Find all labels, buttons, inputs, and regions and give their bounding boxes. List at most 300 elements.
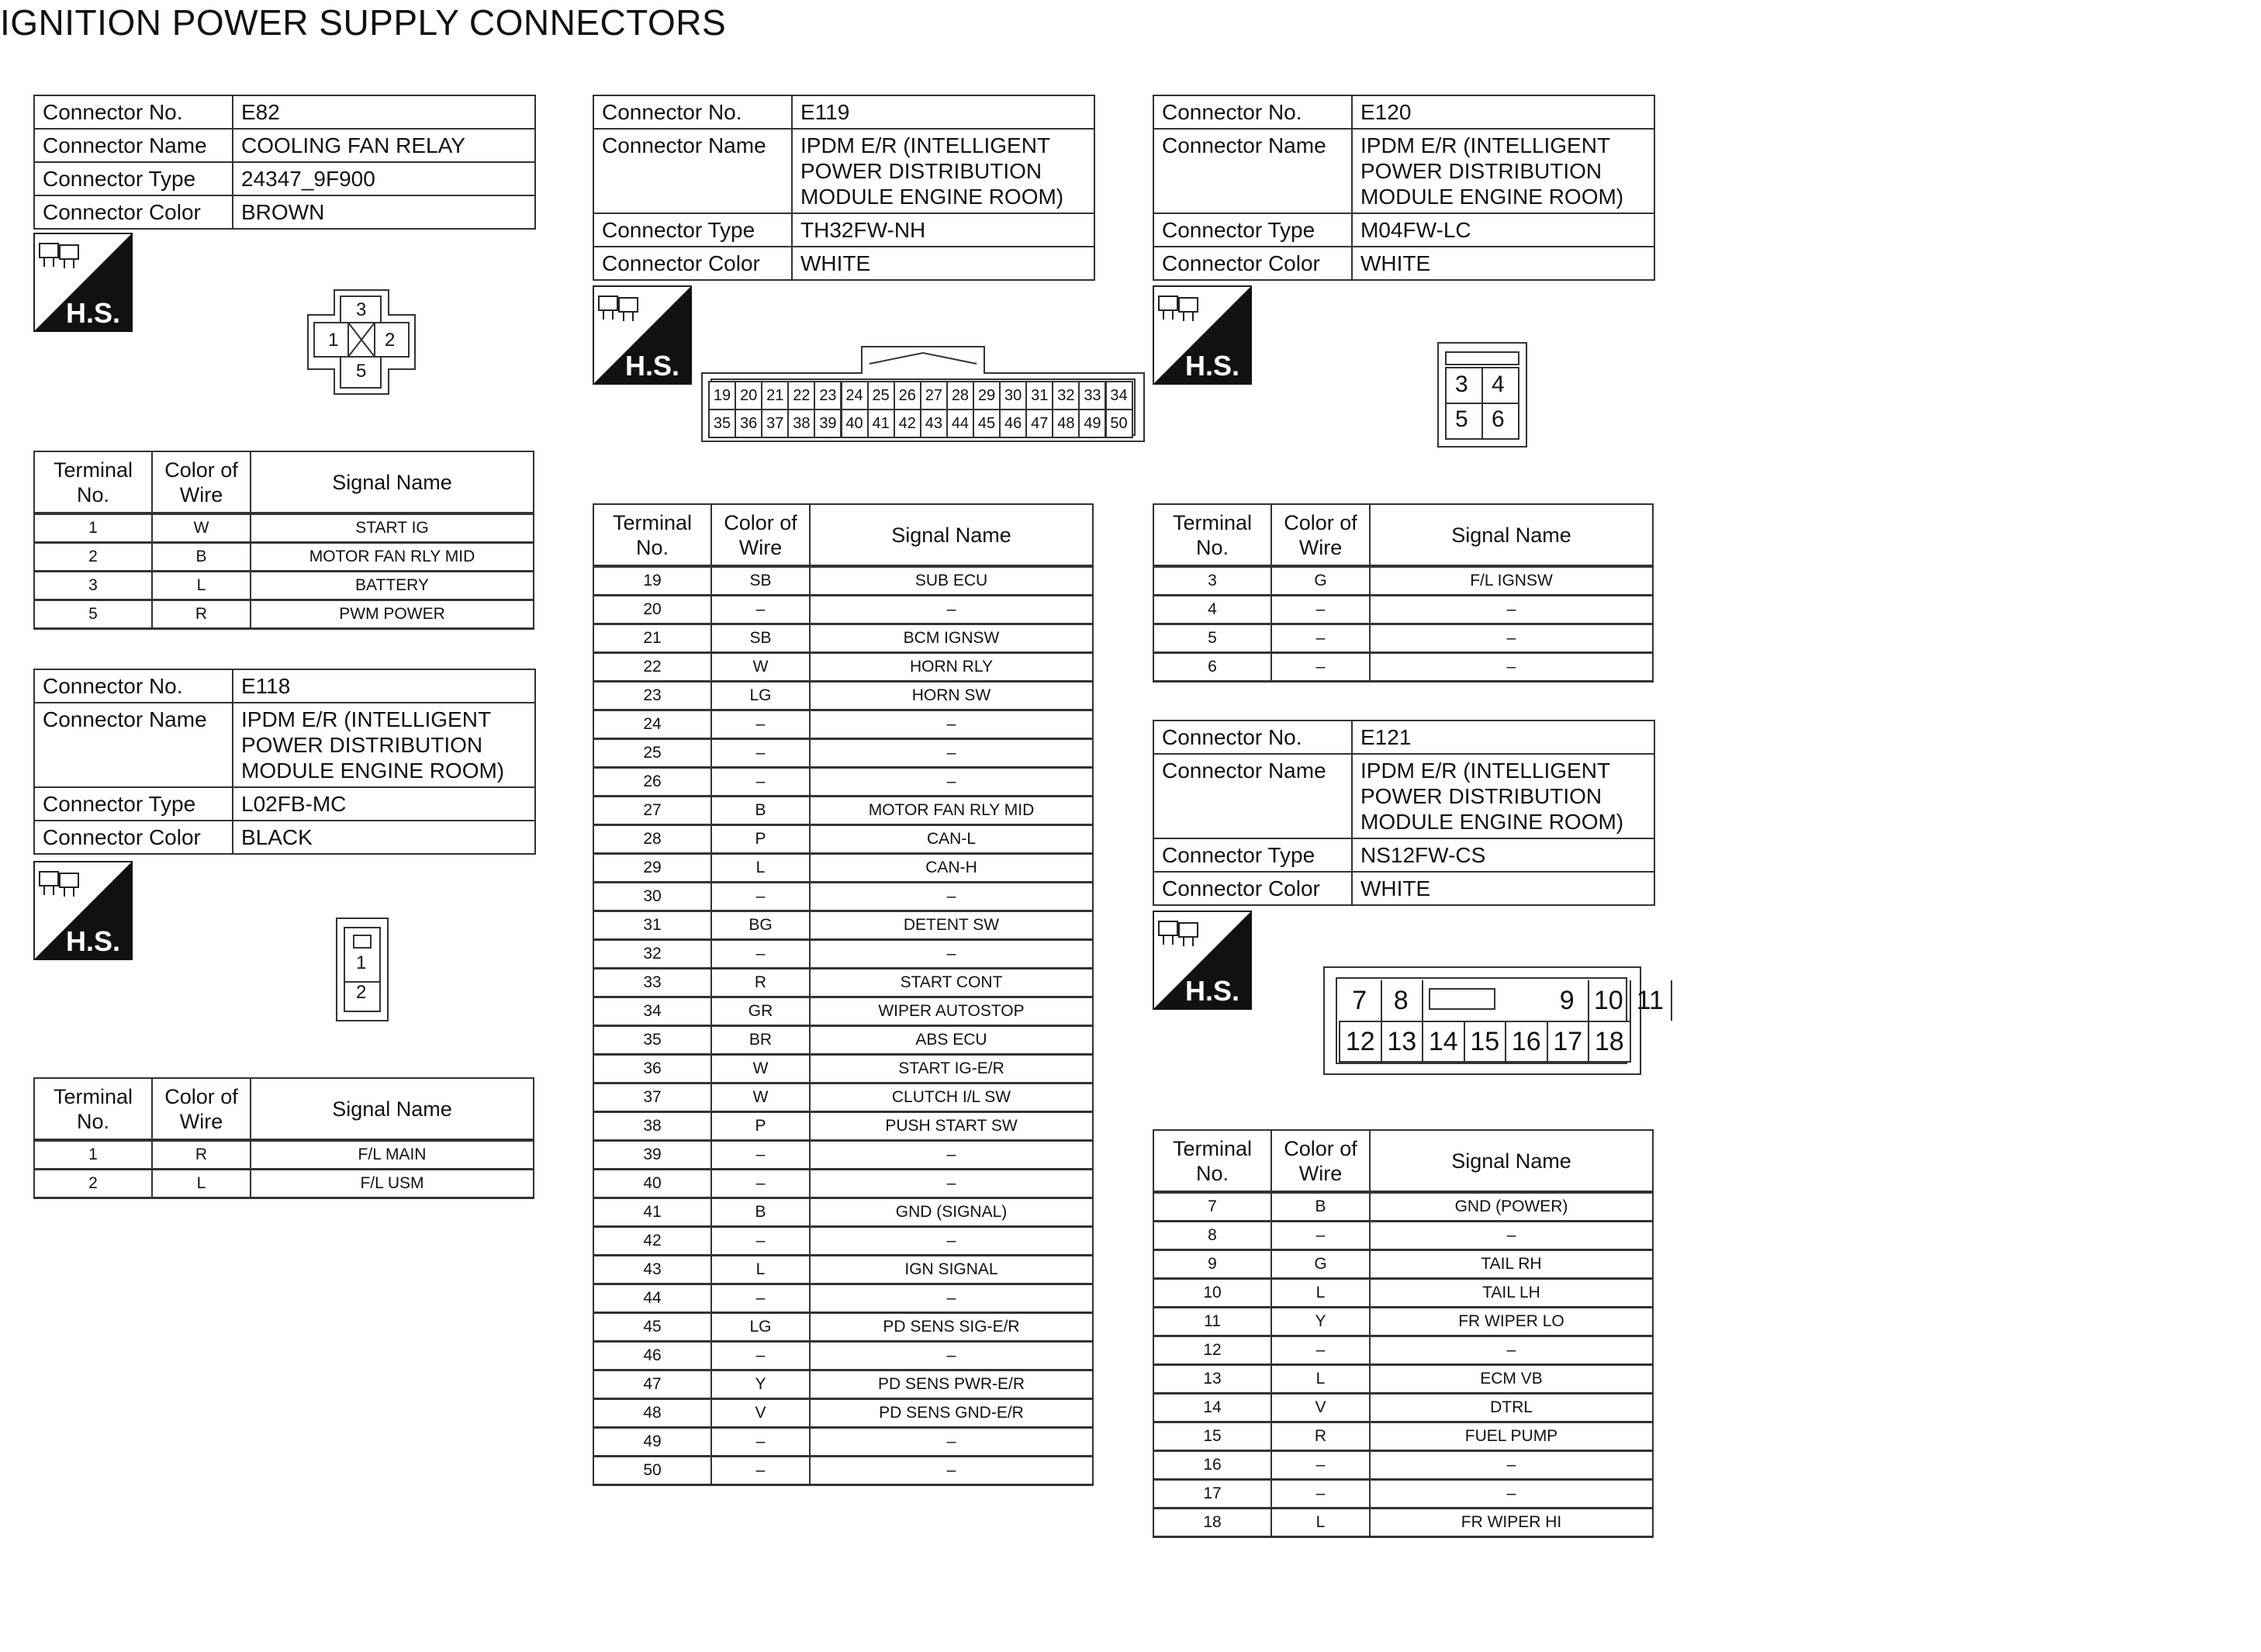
table-row [1153,1222,1653,1250]
signal-name-cell: ABS ECU [810,1026,1093,1055]
signal-name-cell: – [810,883,1093,911]
signal-name-cell: – [1370,1336,1653,1365]
wire-color-cell: – [711,710,810,739]
table-row [593,1256,1093,1284]
svg-text:H.S.: H.S. [1185,350,1240,382]
terminal-no-cell: 22 [593,653,711,682]
terminal-no-cell: 13 [1153,1365,1271,1394]
terminal-no-cell: 46 [593,1342,711,1370]
wire-color-cell: – [1271,1222,1370,1250]
connector-no-value: E118 [233,669,535,703]
wire-color-cell: B [711,797,810,825]
table-row [34,513,534,543]
hs-icon [33,861,133,960]
pin-label: 6 [1492,406,1505,432]
signal-name-cell: FR WIPER HI [1370,1509,1653,1537]
signal-name-cell: DETENT SW [810,911,1093,940]
signal-name-cell: CAN-L [810,825,1093,854]
signal-name-cell: GND (SIGNAL) [810,1198,1093,1227]
wire-color-cell: L [1271,1365,1370,1394]
signal-name-cell: – [810,768,1093,797]
terminal-no-header: Terminal No. [1153,1130,1271,1192]
table-row [593,1170,1093,1198]
e118-terminal-table [33,1077,534,1199]
wire-color-cell: – [711,1141,810,1170]
wire-color-cell: – [711,739,810,768]
signal-name-cell: START CONT [810,969,1093,997]
terminal-no-cell: 23 [593,682,711,710]
signal-name-cell: – [810,1141,1093,1170]
wire-color-cell: V [711,1399,810,1428]
signal-name-cell: START IG-E/R [810,1055,1093,1083]
wire-color-cell: G [1271,1250,1370,1279]
pin-label: 27 [920,381,948,410]
signal-name-cell: F/L USM [251,1170,534,1198]
pin-label: 10 [1588,980,1631,1021]
signal-name-cell: HORN SW [810,682,1093,710]
hs-icon [593,285,692,385]
wire-color-cell: – [711,1284,810,1313]
terminal-no-cell: 21 [593,624,711,653]
terminal-no-cell: 49 [593,1428,711,1457]
e119-info-table [593,95,1095,281]
table-row [593,624,1093,653]
table-row [1153,1480,1653,1509]
wire-color-cell: P [711,1112,810,1141]
pin-label: 39 [814,409,842,438]
table-row [1153,624,1653,653]
table-row [1153,1394,1653,1422]
wire-color-cell: W [711,653,810,682]
wire-color-cell: W [711,1083,810,1112]
wire-color-cell: – [1271,596,1370,624]
wire-color-cell: – [711,1170,810,1198]
signal-name-cell: – [810,739,1093,768]
signal-name-cell: – [810,1457,1093,1485]
connector-no-value: E82 [233,95,535,129]
terminal-no-cell: 36 [593,1055,711,1083]
terminal-no-cell: 14 [1153,1394,1271,1422]
signal-name-header: Signal Name [1370,504,1653,566]
color-of-wire-header: Color of Wire [152,1078,251,1140]
wire-color-cell: R [152,1140,251,1170]
signal-name-cell: HORN RLY [810,653,1093,682]
pin-label: 5 [1455,406,1468,432]
pin-label: 24 [841,381,869,410]
terminal-no-cell: 8 [1153,1222,1271,1250]
table-row [34,1140,534,1170]
terminal-no-cell: 16 [1153,1451,1271,1480]
pin-label: 15 [1464,1021,1507,1063]
e121-info-table [1153,720,1655,906]
table-row [593,1112,1093,1141]
wire-color-cell: LG [711,1313,810,1342]
terminal-no-cell: 1 [34,513,152,543]
table-row [593,825,1093,854]
signal-name-cell: ECM VB [1370,1365,1653,1394]
terminal-no-cell: 5 [34,600,152,629]
wire-color-cell: L [711,854,810,883]
table-row [34,572,534,600]
terminal-no-cell: 3 [34,572,152,600]
pin-label: 48 [1052,409,1080,438]
connector-type-value: NS12FW-CS [1352,838,1654,872]
signal-name-cell: F/L MAIN [251,1140,534,1170]
signal-name-header: Signal Name [251,451,534,513]
table-row [593,1284,1093,1313]
color-of-wire-header: Color of Wire [711,504,810,566]
pin-label: 12 [1339,1021,1382,1063]
table-row [1153,566,1653,596]
pin-label: 31 [1025,381,1053,410]
table-row [593,710,1093,739]
wire-color-cell: – [711,1342,810,1370]
table-row [1153,653,1653,682]
table-row [593,682,1093,710]
terminal-no-cell: 42 [593,1227,711,1256]
wire-color-cell: BR [711,1026,810,1055]
connector-type-label: Connector Type [593,213,792,247]
signal-name-cell: – [810,1227,1093,1256]
wire-color-cell: GR [711,997,810,1026]
table-row [1153,1509,1653,1537]
wire-color-cell: B [711,1198,810,1227]
table-row [1153,1308,1653,1336]
signal-name-cell: – [810,596,1093,624]
terminal-no-cell: 18 [1153,1509,1271,1537]
table-row [593,566,1093,596]
terminal-no-cell: 33 [593,969,711,997]
connector-name-value: IPDM E/R (INTELLIGENT POWER DISTRIBUTION MODULE ENGINE ROOM) [1352,129,1654,213]
pin-label: 28 [946,381,974,410]
connector-name-label: Connector Name [34,703,233,787]
color-of-wire-header: Color of Wire [1271,1130,1370,1192]
wire-color-cell: L [1271,1279,1370,1308]
connector-color-label: Connector Color [34,821,233,854]
pin-label: 13 [1381,1021,1424,1063]
wire-color-cell: Y [711,1370,810,1399]
svg-text:H.S.: H.S. [1185,975,1240,1007]
pin-label: 3 [356,299,367,320]
pin-label: 14 [1422,1021,1465,1063]
hs-icon [1153,911,1252,1010]
signal-name-cell: SUB ECU [810,566,1093,596]
signal-name-cell: – [810,1428,1093,1457]
terminal-no-cell: 43 [593,1256,711,1284]
wire-color-cell: – [711,1428,810,1457]
signal-name-cell: GND (POWER) [1370,1192,1653,1222]
table-row [34,600,534,629]
wire-color-cell: W [711,1055,810,1083]
wire-color-cell: R [711,969,810,997]
signal-name-cell: FUEL PUMP [1370,1422,1653,1451]
terminal-no-cell: 2 [34,1170,152,1198]
svg-text:H.S.: H.S. [625,350,680,382]
connector-name-label: Connector Name [1153,129,1352,213]
pin-label: 1 [328,330,339,351]
terminal-no-cell: 37 [593,1083,711,1112]
connector-type-label: Connector Type [34,787,233,821]
terminal-no-cell: 20 [593,596,711,624]
wire-color-cell: L [152,1170,251,1198]
wire-color-cell: L [711,1256,810,1284]
signal-name-cell: TAIL RH [1370,1250,1653,1279]
connector-no-label: Connector No. [1153,95,1352,129]
wire-color-cell: R [152,600,251,629]
pin-label: 30 [999,381,1027,410]
pin-label: 3 [1455,372,1468,397]
pin-label: 42 [894,409,921,438]
table-row [593,854,1093,883]
terminal-no-cell: 40 [593,1170,711,1198]
connector-color-label: Connector Color [1153,872,1352,905]
connector-no-label: Connector No. [1153,721,1352,754]
connector-no-label: Connector No. [593,95,792,129]
pin-label: 46 [999,409,1027,438]
terminal-no-cell: 32 [593,940,711,969]
table-row [1153,596,1653,624]
terminal-no-cell: 27 [593,797,711,825]
signal-name-cell: – [1370,1222,1653,1250]
color-of-wire-header: Color of Wire [1271,504,1370,566]
pin-label: 50 [1105,409,1133,438]
table-row [593,1399,1093,1428]
signal-name-cell: – [810,1342,1093,1370]
wire-color-cell: L [1271,1509,1370,1537]
wire-color-cell: – [711,940,810,969]
terminal-no-cell: 38 [593,1112,711,1141]
signal-name-cell: START IG [251,513,534,543]
connector-name-value: IPDM E/R (INTELLIGENT POWER DISTRIBUTION MODULE ENGINE ROOM) [233,703,535,787]
connector-no-value: E119 [792,95,1094,129]
signal-name-cell: BATTERY [251,572,534,600]
pin-label: 19 [708,381,736,410]
table-row [1153,1192,1653,1222]
connector-color-label: Connector Color [593,247,792,280]
wire-color-cell: B [1271,1192,1370,1222]
wire-color-cell: W [152,513,251,543]
wire-color-cell: – [1271,1451,1370,1480]
signal-name-cell: – [810,1284,1093,1313]
signal-name-cell: DTRL [1370,1394,1653,1422]
connector-type-label: Connector Type [34,162,233,195]
pin-label: 44 [946,409,974,438]
e119-terminal-table [593,503,1094,1486]
signal-name-cell: PUSH START SW [810,1112,1093,1141]
pin-label: 45 [973,409,1001,438]
wire-color-cell: SB [711,624,810,653]
wire-color-cell: – [711,1227,810,1256]
table-row [1153,1451,1653,1480]
terminal-no-header: Terminal No. [593,504,711,566]
connector-name-label: Connector Name [34,129,233,162]
pin-label: 41 [867,409,895,438]
pin-label: 22 [787,381,815,410]
e120-info-table [1153,95,1655,281]
terminal-no-cell: 2 [34,543,152,572]
connector-color-value: BROWN [233,195,535,229]
signal-name-cell: – [1370,1480,1653,1509]
signal-name-header: Signal Name [810,504,1093,566]
terminal-no-cell: 25 [593,739,711,768]
terminal-no-cell: 35 [593,1026,711,1055]
signal-name-cell: PD SENS PWR-E/R [810,1370,1093,1399]
signal-name-cell: TAIL LH [1370,1279,1653,1308]
table-row [34,1170,534,1198]
terminal-no-cell: 34 [593,997,711,1026]
pin-label: 49 [1078,409,1106,438]
terminal-no-cell: 39 [593,1141,711,1170]
wire-color-cell: – [1271,624,1370,653]
terminal-no-header: Terminal No. [34,1078,152,1140]
terminal-no-cell: 12 [1153,1336,1271,1365]
terminal-no-cell: 11 [1153,1308,1271,1336]
signal-name-cell: – [810,710,1093,739]
connector-no-value: E121 [1352,721,1654,754]
connector-color-label: Connector Color [1153,247,1352,280]
terminal-no-cell: 5 [1153,624,1271,653]
svg-text:H.S.: H.S. [66,925,121,957]
terminal-no-cell: 50 [593,1457,711,1485]
svg-text:H.S.: H.S. [66,297,121,329]
pin-label: 29 [973,381,1001,410]
table-row [1153,1279,1653,1308]
pin-label: 36 [735,409,762,438]
table-row [593,911,1093,940]
signal-name-cell: MOTOR FAN RLY MID [810,797,1093,825]
pin-label: 7 [1339,980,1382,1021]
table-row [1153,1422,1653,1451]
wire-color-cell: BG [711,911,810,940]
hs-icon [1153,285,1252,385]
wire-color-cell: LG [711,682,810,710]
terminal-no-cell: 6 [1153,653,1271,682]
table-row [593,596,1093,624]
pin-label: 43 [920,409,948,438]
e120-connector-face [1436,341,1528,448]
wire-color-cell: – [1271,1336,1370,1365]
table-row [593,739,1093,768]
table-row [593,940,1093,969]
wire-color-cell: – [711,1457,810,1485]
hs-icon [33,233,133,332]
signal-name-cell: FR WIPER LO [1370,1308,1653,1336]
pin-label: 34 [1105,381,1133,410]
terminal-no-cell: 4 [1153,596,1271,624]
table-row [593,1428,1093,1457]
table-row [1153,1365,1653,1394]
e82-info-table [33,95,536,230]
signal-name-header: Signal Name [251,1078,534,1140]
connector-no-label: Connector No. [34,669,233,703]
wire-color-cell: – [1271,653,1370,682]
terminal-no-cell: 7 [1153,1192,1271,1222]
connector-name-label: Connector Name [593,129,792,213]
table-row [593,653,1093,682]
signal-name-cell: – [1370,1451,1653,1480]
connector-name-value: COOLING FAN RELAY [233,129,535,162]
terminal-no-cell: 48 [593,1399,711,1428]
connector-name-value: IPDM E/R (INTELLIGENT POWER DISTRIBUTION MODULE ENGINE ROOM) [792,129,1094,213]
signal-name-cell: – [810,1170,1093,1198]
signal-name-cell: PD SENS SIG-E/R [810,1313,1093,1342]
pin-label: 2 [356,982,367,1003]
table-row [593,1083,1093,1112]
connector-color-value: WHITE [1352,872,1654,905]
signal-name-header: Signal Name [1370,1130,1653,1192]
terminal-no-cell: 9 [1153,1250,1271,1279]
table-row [1153,1250,1653,1279]
terminal-no-header: Terminal No. [34,451,152,513]
signal-name-cell: – [810,940,1093,969]
table-row [593,883,1093,911]
page-title: IGNITION POWER SUPPLY CONNECTORS [0,2,727,43]
pin-label: 40 [841,409,869,438]
signal-name-cell: F/L IGNSW [1370,566,1653,596]
terminal-no-cell: 3 [1153,566,1271,596]
terminal-no-cell: 1 [34,1140,152,1170]
signal-name-cell: WIPER AUTOSTOP [810,997,1093,1026]
wire-color-cell: G [1271,566,1370,596]
table-row [593,1026,1093,1055]
color-of-wire-header: Color of Wire [152,451,251,513]
pin-label: 35 [708,409,736,438]
connector-type-label: Connector Type [1153,838,1352,872]
connector-type-label: Connector Type [1153,213,1352,247]
terminal-no-cell: 47 [593,1370,711,1399]
table-row [593,1141,1093,1170]
pin-label: 8 [1381,980,1424,1021]
connector-no-value: E120 [1352,95,1654,129]
pin-label: 26 [894,381,921,410]
pin-label: 37 [761,409,789,438]
wire-color-cell: SB [711,566,810,596]
connector-name-label: Connector Name [1153,754,1352,838]
connector-color-label: Connector Color [34,195,233,229]
pin-label: 33 [1078,381,1106,410]
connector-type-value: TH32FW-NH [792,213,1094,247]
terminal-no-cell: 28 [593,825,711,854]
wire-color-cell: – [711,768,810,797]
pin-label: 5 [356,361,367,382]
signal-name-cell: IGN SIGNAL [810,1256,1093,1284]
connector-no-label: Connector No. [34,95,233,129]
terminal-no-cell: 41 [593,1198,711,1227]
signal-name-cell: CAN-H [810,854,1093,883]
signal-name-cell: – [1370,624,1653,653]
e121-terminal-table [1153,1129,1654,1538]
table-row [593,1198,1093,1227]
table-row [593,1457,1093,1485]
e120-terminal-table [1153,503,1654,683]
table-row [593,1055,1093,1083]
wire-color-cell: – [1271,1480,1370,1509]
connector-color-value: WHITE [1352,247,1654,280]
pin-label: 11 [1630,980,1673,1021]
pin-label: 1 [356,952,367,973]
pin-label: 9 [1547,980,1590,1021]
terminal-no-cell: 10 [1153,1279,1271,1308]
table-row [593,768,1093,797]
pin-label: 18 [1588,1021,1631,1063]
table-row [1153,1336,1653,1365]
terminal-no-cell: 44 [593,1284,711,1313]
table-row [593,969,1093,997]
table-row [34,543,534,572]
terminal-no-cell: 30 [593,883,711,911]
wire-color-cell: V [1271,1394,1370,1422]
signal-name-cell: BCM IGNSW [810,624,1093,653]
